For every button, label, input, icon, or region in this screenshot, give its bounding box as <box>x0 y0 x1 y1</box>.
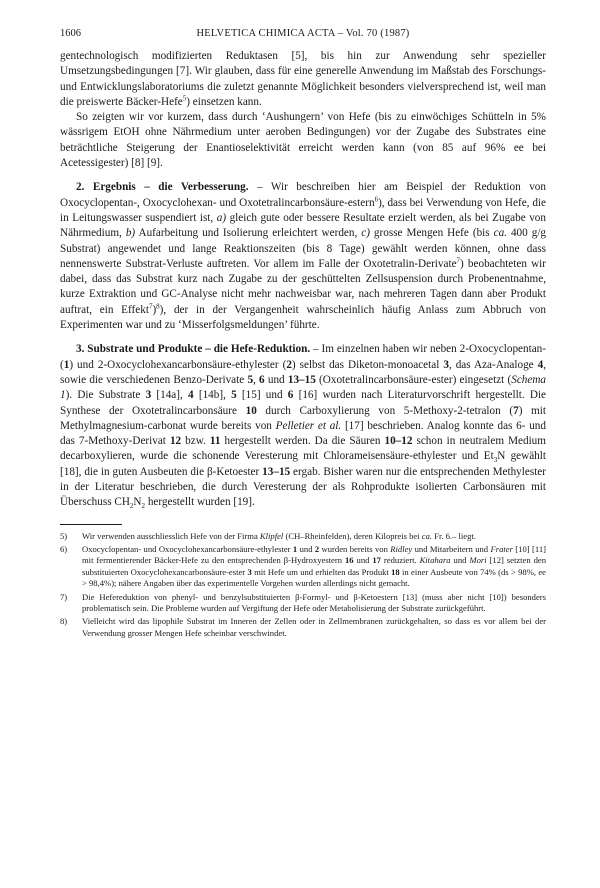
page-number: 1606 <box>60 28 81 39</box>
section-2-heading: 2. Ergebnis – die Verbesserung. <box>76 181 249 194</box>
footnotes <box>60 531 546 640</box>
section-2-paragraph: 2. Ergebnis – die Verbesserung. – Wir beschreiben hier am Beispiel der Reduktion von Oxocyclopentan-, Oxocyclohexan- und Oxotetralincarbonsäure-estern$^6$), dass bei Verwendung von Hefe, die in Leitungswasser suspendiert ist, a) gleich gute oder bessere Resultate erzielt werden, als bei Zugabe von Nährmedium, b) Aufarbeitung und Isolierung erleichtert werden, c) grosse Mengen Hefe (bis ca. 400 g/g Substrat) angewendet und lange Reaktionszeiten (bis 8 Tage) gewählt werden können, ohne dass nennenswerte Substrat-Verluste auftreten. Vor allem im Falle der Oxotetralin-Derivate$^7$) beobachteten wir dabei, dass das Substrat kurz nach Zugabe zu der geschüttelten Zellsuspension durch Probenentnahme, kurze Extraktion und GC-Analyse nicht mehr nachweisbar war, nach mehreren Tagen dann aber Produkt auftrat, ein Effekt$^7$)$^8$), der in der Vergangenheit wahrscheinlich häufig Anlass zum Abbruch von Experimenten war und zu ‘Misserfolgsmeldungen’ führte. <box>60 181 547 332</box>
footnote-6: 6) Oxocyclopentan- und Oxocyclohexancarbonsäure-ethylester 1 und 2 wurden bereits von Ridley und Mitarbeitern und Frater [10] [11] mit fermentierender Bäcker-Hefe zu den entsprechenden β-Hydroxyestern 16 und 17 reduziert. Kitahara und Mori [12] setzten den substituierten Oxocyclohexancarbonsäure-ester 3 mit Hefe um und erhielten das Produkt 18 in einer Ausbeute von 74% (ds > 98%, ee > 98,4%); nähere Angaben über das experimentelle Vorgehen wurden allerdings nicht gemacht. <box>60 544 547 589</box>
footnote-mark: 5) <box>60 530 68 541</box>
footnote-ref-7b: 7 <box>148 302 153 311</box>
footnote-ref-7: 7 <box>456 256 461 265</box>
intro-paragraph-2: So zeigten wir vor kurzem, dass durch ‘Aushungern’ von Hefe (bis zu einwöchiges Schütteln in 5% wässrigem EtOH ohne Nährmedium unter aeroben Bedingungen) vor der Zugabe des Substrates eine beträchtliche Steigerung der Enantioselektivität erreicht werden kann (von 85 auf 96% ee bei Acetessigester) [8] [9]. <box>60 111 546 170</box>
footnote-ref-5: 5 <box>182 94 187 103</box>
scheme-reference: Schema 1 <box>60 373 547 402</box>
footnote-5: 5) Wir verwenden ausschliesslich Hefe von der Firma Klipfel (CH–Rheinfelden), deren Kilopreis bei ca. Fr. 6.– liegt. <box>60 530 476 541</box>
main-text <box>60 49 546 511</box>
section-3-paragraph: 3. Substrate und Produkte – die Hefe-Reduktion. – Im einzelnen haben wir neben 2-Oxocyclopentan- (1) und 2-Oxocyclohexancarbonsäure-ethylester (2) selbst das Diketon-monoacetal 3, das Aza-Analoge 4, sowie die verschiedenen Benzo-Derivate 5, 6 und 13–15 (Oxotetralincarbonsäure-ester) eingesetzt (Schema 1). Die Substrate 3 [14a], 4 [14b], 5 [15] und 6 [16] wurden nach Literaturvorschrift hergestellt. Die Synthese der Oxotetralincarbonsäure 10 durch Carboxylierung von 5-Methoxy-2-tetralon (7) mit Methylmagnesium-carbonat wurde bereits von Pelletier et al. [17] beschrieben. Analog konnte das 6- und das 7-Methoxy-Derivat 12 bzw. 11 hergestellt werden. Da die Säuren 10–12 schon in neutralem Medium decarboxylieren, wurde die schonende Veresterung mit Chlorameisensäure-ethylester und $Et_3N$ gewählt [18], die in guten Ausbeuten die β-Ketoester 13–15 ergab. Bisher waren nur die entsprechenden Methylester in der Literatur beschrieben, die durch Veresterung der als Rohprodukte isolierten Carbonsäuren mit Überschuss $CH_2N_2$ hergestellt wurden [19]. <box>60 343 547 511</box>
footnote-7: 7) Die Hefereduktion von phenyl- und benzylsubstituierten β-Formyl- und β-Ketoestern [13] (muss aber nicht [10]) besonders problematisch sein. Die Probleme wurden auf Vergiftung der Hefe oder Metabolisierung der Substrate zurückgeführt. <box>60 591 546 614</box>
journal-page <box>60 28 546 641</box>
footnote-8: 8) Vielleicht wird das lipophile Substrat im Inneren der Zellen oder in Zellmembranen zurückgehalten, so dass es vor allem bei der Verwendung grosser Mengen Hefe scheinbar verschwindet. <box>60 616 546 638</box>
footnote-divider <box>60 524 122 525</box>
footnote-ref-8: 8 <box>156 302 160 311</box>
page-header <box>60 28 546 44</box>
intro-paragraph-1: gentechnologisch modifizierten Reduktasen [5], bis hin zur Anwendung sehr spezieller Umsetzungsbedingungen [7]. Wir glauben, dass für eine generelle Anwendung im Maßstab des Forschungs- und Entwicklungslaboratoriums die zuletzt genannte Möglichkeit besonders vielversprechend ist, weil man die preiswerte Bäcker-Hefe$^5$) einsetzen kann. <box>60 50 546 108</box>
footnote-mark: 6) <box>60 544 68 555</box>
footnote-ref-6: 6 <box>374 194 379 203</box>
section-3-heading: 3. Substrate und Produkte – die Hefe-Reduktion. <box>76 343 311 356</box>
footnote-mark: 8) <box>60 616 68 627</box>
journal-title: HELVETICA CHIMICA ACTA – Vol. 70 (1987) <box>196 28 410 39</box>
footnote-mark: 7) <box>60 591 68 602</box>
